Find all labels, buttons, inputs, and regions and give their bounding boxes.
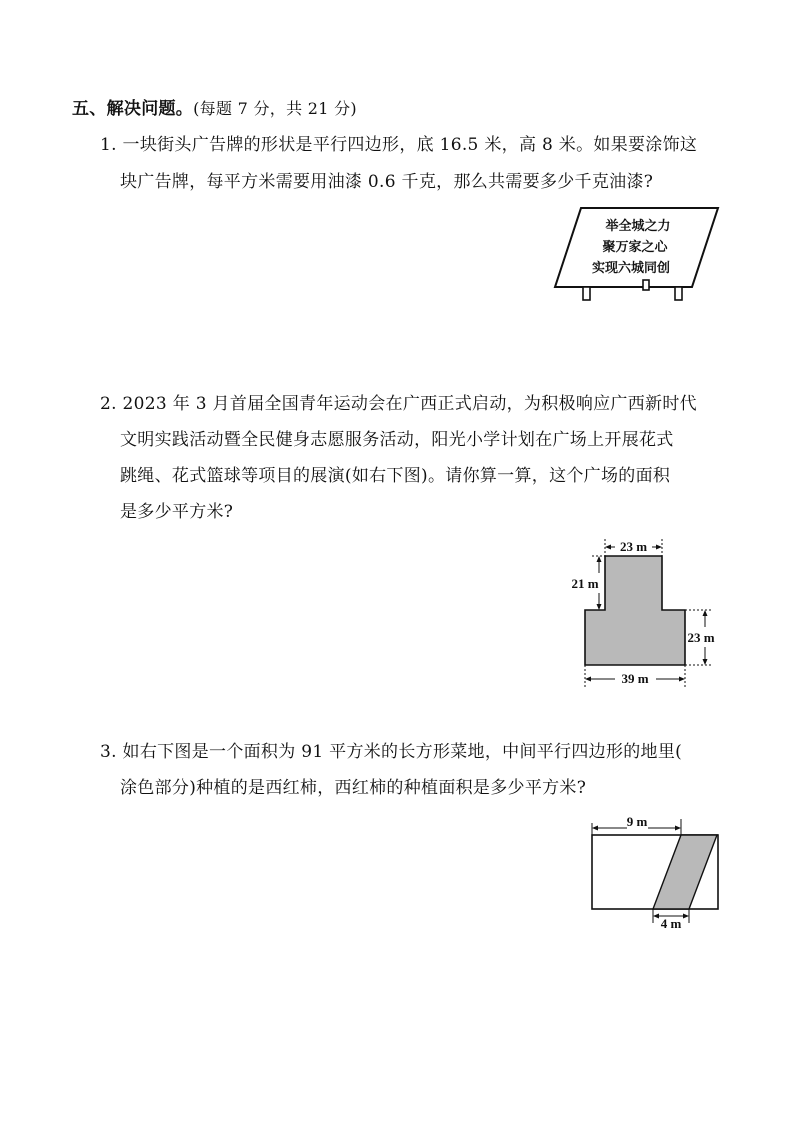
billboard-leg-left <box>583 287 590 300</box>
plaza-top-width-label: 23 m <box>619 539 648 554</box>
plot-top-label: 9 m <box>626 814 648 829</box>
vegetable-plot-figure <box>585 815 735 930</box>
sign-line-2: 聚万家之心 <box>602 239 668 254</box>
problem-1-line-2: 块广告牌，每平方米需要用油漆 0.6 千克，那么共需要多少千克油漆? <box>120 172 654 192</box>
problem-2-line-2: 文明实践活动暨全民健身志愿服务活动，阳光小学计划在广场上开展花式 <box>120 430 674 450</box>
problem-2-line-4: 是多少平方米? <box>120 502 234 522</box>
billboard-figure <box>552 200 752 310</box>
plaza-left-height-label: 21 m <box>571 576 599 591</box>
problem-2-line-1: 2. 2023 年 3 月首届全国青年运动会在广西正式启动，为积极响应广西新时代 <box>100 394 697 414</box>
section-title: 五、解决问题。 <box>72 99 194 119</box>
plaza-bottom-width-label: 39 m <box>621 671 649 686</box>
problem-2-line-3: 跳绳、花式篮球等项目的展演(如右下图)。请你算一算，这个广场的面积 <box>120 466 671 486</box>
section-note: (每题 7 分，共 21 分) <box>193 99 357 118</box>
section-heading <box>72 97 357 121</box>
billboard-leg-mid <box>643 280 649 290</box>
plaza-right-height-label: 23 m <box>687 630 715 645</box>
billboard-leg-right <box>675 287 682 300</box>
sign-line-3: 实现六城同创 <box>591 260 671 275</box>
problem-3-line-2: 涂色部分)种植的是西红柿，西红柿的种植面积是多少平方米? <box>120 778 587 798</box>
plot-bottom-label: 4 m <box>660 916 682 931</box>
plaza-figure <box>560 535 750 695</box>
problem-1-line-1: 1. 一块街头广告牌的形状是平行四边形，底 16.5 米，高 8 米。如果要涂饰这 <box>100 135 698 155</box>
problem-3-line-1: 3. 如右下图是一个面积为 91 平方米的长方形菜地，中间平行四边形的地里( <box>100 742 683 762</box>
sign-line-1: 举全城之力 <box>605 218 671 233</box>
